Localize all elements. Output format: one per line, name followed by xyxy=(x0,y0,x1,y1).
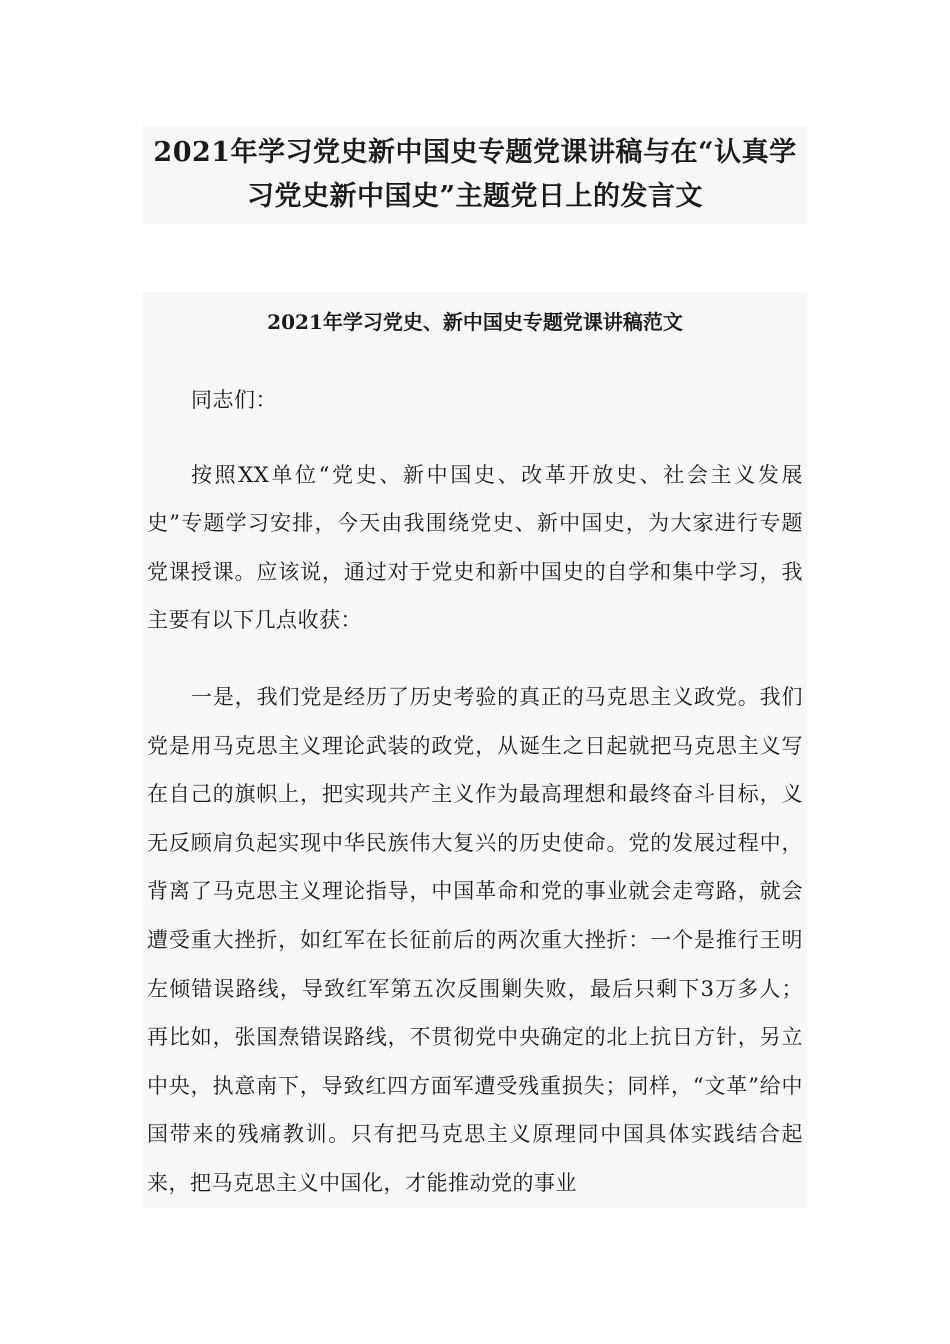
paragraph: 按照XX单位“党史、新中国史、改革开放史、社会主义发展史”专题学习安排，今天由我围绕党史、新中国史，为大家进行专题党课授课。应该说，通过对于党史和新中国史的自学和集中学习，我主要有以下几点收获： xyxy=(147,462,803,633)
document-body xyxy=(143,292,807,1208)
greeting: 同志们： xyxy=(191,388,277,412)
section-title: 2021年学习党史、新中国史专题党课讲稿范文 xyxy=(267,310,683,334)
paragraph: 一是，我们党是经历了历史考验的真正的马克思主义政党。我们党是用马克思主义理论武装的政党，从诞生之日起就把马克思主义写在自己的旗帜上，把实现共产主义作为最高理想和最终奋斗目标，义无反顾肩负起实现中华民族伟大复兴的历史使命。党的发展过程中，背离了马克思主义理论指导，中国革命和党的事业就会走弯路，就会遭受重大挫折，如红军在长征前后的两次重大挫折：一个是推行王明左倾错误路线，导致红军第五次反围剿失败，最后只剩下3万多人；再比如，张国焘错误路线，不贯彻党中央确定的北上抗日方针，另立中央，执意南下，导致红四方面军遭受残重损失；同样，“文革”给中国带来的残痛教训。只有把马克思主义原理同中国具体实践结合起来，把马克思主义中国化，才能推动党的事业 xyxy=(147,684,803,1195)
document-title: 2021年学习党史新中国史专题党课讲稿与在“认真学习党史新中国史”主题党日上的发言文 xyxy=(153,137,797,212)
document-title-block xyxy=(143,126,807,224)
